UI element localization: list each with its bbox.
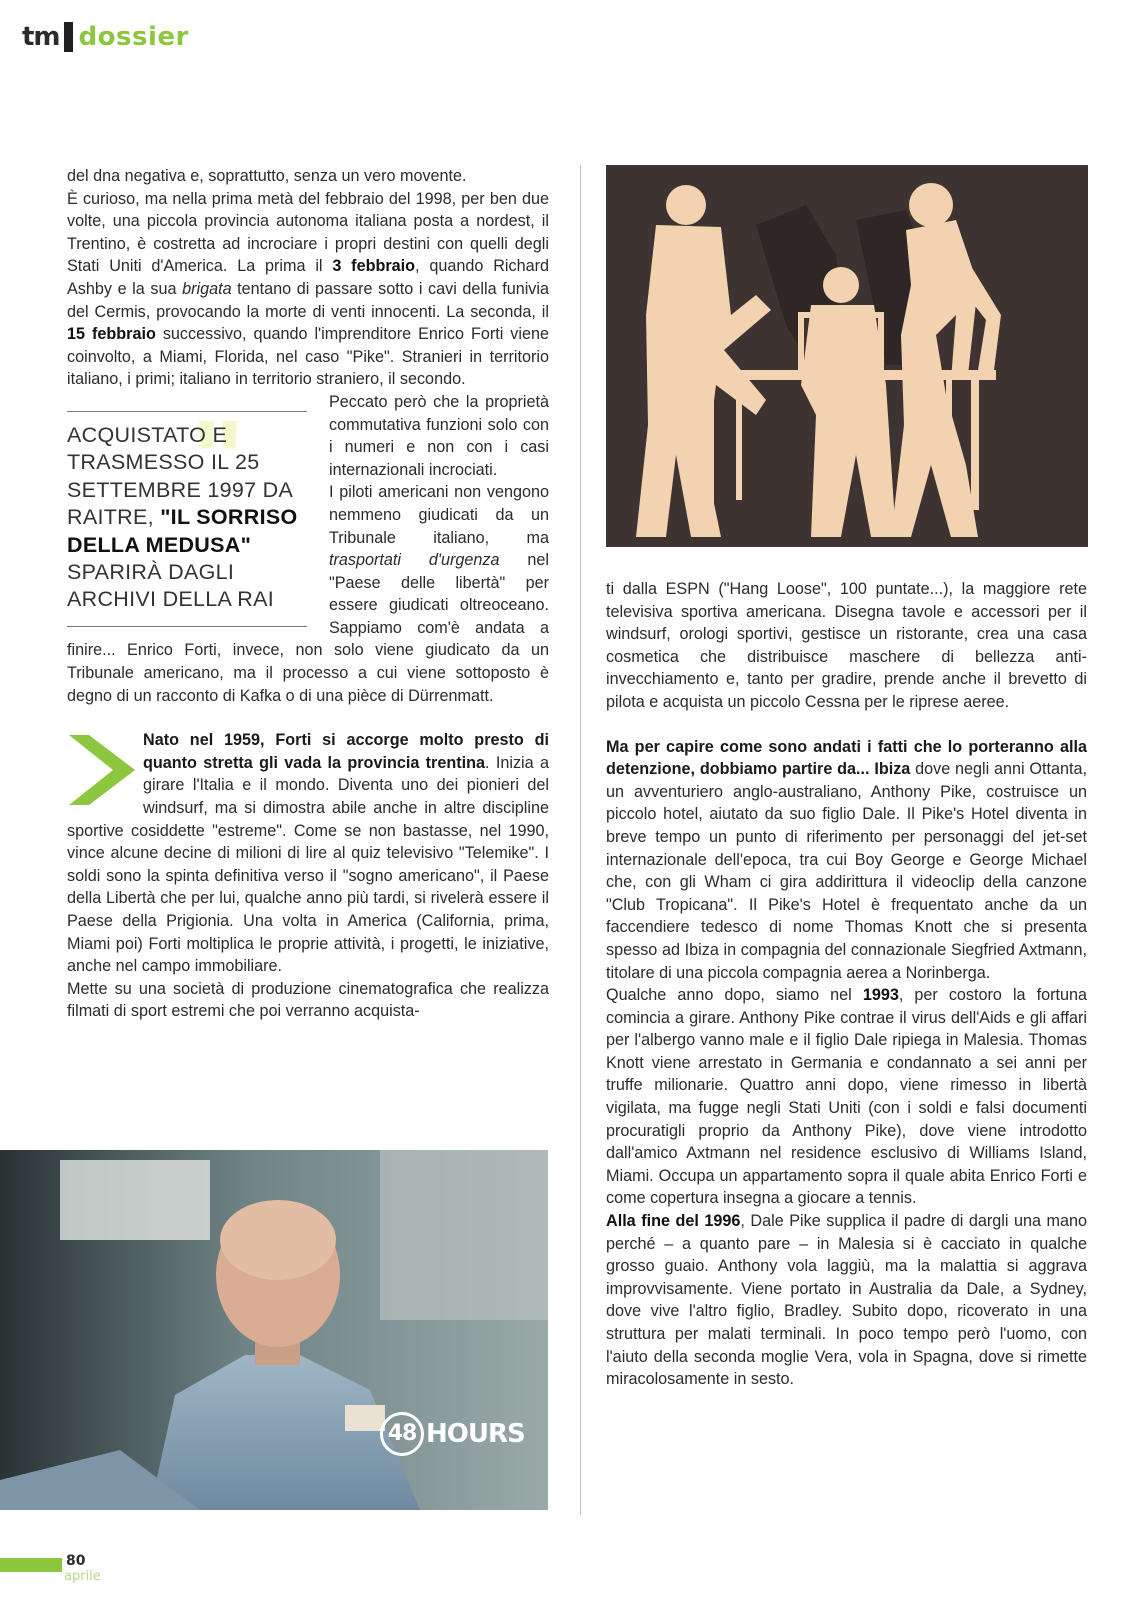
text-span: , per costoro la fortuna comincia a girare. Anthony Pike contrae il virus dell'Aids e gli affari per l'albergo vanno male e il figlio Dale ripiega in Malesia. Thomas Knott viene arrestato in Germania e condannato a sei anni per truffe milionarie. Quattro anni dopo, viene rimesso in libertà vigilata, ma fugge negli Stati Uniti (con i soldi e falsi documenti procuratigli proprio da Anthony Pike), dove viene introdotto dall'amico Axtmann nel residence esclusivo di Williams Island, Miami. Occupa un appartamento sopra il quale abita Enrico Forti e come copertura insegna a giocare a tennis. (606, 986, 1087, 1208)
lead-text: Ma per capire come sono andati i fatti che lo porteranno alla detenzione, dobbiamo partire da... Ibiza (606, 737, 1087, 779)
text-span: Mette su una società di produzione cinematografica che realizza filmati di sport estremi che poi verranno acquista- (67, 979, 549, 1021)
text-span: dove negli anni Ottanta, un avventuriero anglo-australiano, Anthony Pike, costruisce un piccolo hotel, aiutato da suo figlio Dale. Il Pike's Hotel diventa in breve tempo un punto di riferimento per personaggi del jet-set internazionale dell'epoca, tra cui Boy George e George Michael che, con gli Wham ci gira addirittura il videoclip della canzone "Club Tropicana". Il Pike's Hotel è frequentato anche da un faccendiere tedesco di nome Thomas Knott che si presenta spesso ad Ibiza in compagnia del connazionale Siegfried Axtmann, titolare di una piccola compagnia aerea a Norinberga. (606, 760, 1087, 982)
text-span: È curioso, ma nella prima metà del febbraio del 1998, per ben due volte, una piccola provincia autonoma italiana posta a nordest, il Trentino, è costretta ad incrociare i propri destini con quelli degli Stati Uniti d'America. La prima il (67, 189, 549, 276)
text-span: tentano di passare sotto i cavi della funivia del Cermis, provocando la morte di venti innocenti. La seconda, il (67, 279, 549, 321)
footer-accent-bar (0, 1558, 62, 1572)
magazine-logo (22, 22, 189, 52)
text-span: Qualche anno dopo, siamo nel (606, 986, 863, 1005)
quote-ghost-mark: " (192, 397, 245, 521)
page-number: 80 (66, 1553, 86, 1569)
interrogation-illustration (606, 165, 1088, 547)
paragraph (67, 165, 549, 188)
quote-top-rule (67, 411, 307, 412)
text-span: , quando Richard Ashby e la sua (67, 257, 549, 298)
text-span: successivo, quando l'imprenditore Enrico Forti viene coinvolto, a Miami, Florida, nel caso "Pike". Stranieri in territorio italiano, i primi; italiano in territorio straniero, il secondo. (67, 325, 549, 389)
text-span: ACQUISTATO E TRASMESSO IL 25 SETTEMBRE 1997 DA RAITRE, (67, 422, 292, 530)
text-span: del dna negativa e, soprattutto, senza un vero movente. (67, 167, 467, 185)
bold-date: Alla fine del 1996 (606, 1212, 741, 1231)
prisoner-photo (0, 1150, 548, 1510)
pull-quote (67, 397, 307, 627)
text-span: nel "Paese delle libertà" per essere giudicati oltreoceano. Sappiamo com'è andata a finire... Enrico Forti, invece, non solo viene giudicato da un Tribunale americano, ma il processo a cui viene sottoposto è degno di un racconto di Kafka o di una pièce di Dürrenmatt. (67, 551, 549, 705)
text-span: . Inizia a girare l'Italia e il mondo. Diventa uno dei pionieri del windsurf, ma si dimostra abile anche in altre discipline sportive cosiddette "estreme". Come se non bastasse, nel 1990, vince alcune decine di milioni di lire al quiz televisivo "Telemike". I soldi sono la spinta definitiva verso il "sogno americano", il Paese della Libertà che per lui, qualche anno più tardi, si rivelerà essere il Paese della Prigionia. Una volta in America (California, prima, Miami poi) Forti moltiplica le proprie attività, i progetti, le iniziative, anche nel campo immobiliare. (67, 753, 549, 976)
paragraph (67, 188, 549, 391)
watermark-number: 48 (380, 1412, 424, 1456)
text-span: I piloti americani non vengono nemmeno giudicati da un Tribunale italiano, ma (329, 483, 549, 547)
section-title: dossier (78, 22, 189, 52)
italic-text: brigata (182, 279, 232, 298)
chevron-right-icon (67, 733, 137, 807)
bold-year: 1993 (862, 986, 899, 1005)
bold-date: 3 febbraio (332, 257, 416, 276)
paragraph-spacer (606, 714, 1087, 736)
paragraph (606, 1210, 1087, 1391)
italic-text: trasportati d'urgenza (329, 551, 500, 570)
paragraph (606, 736, 1087, 985)
paragraph (67, 978, 549, 1023)
text-span: SPARIRÀ DAGLI ARCHIVI DELLA RAI (67, 559, 275, 612)
quote-bottom-rule (67, 626, 307, 627)
right-column (606, 578, 1087, 1391)
paragraph (67, 729, 549, 978)
logo-divider-bar (64, 22, 73, 52)
text-span: Peccato però che la proprietà commutativa funzioni solo con i numeri e non con i casi internazionali incrociati. (329, 392, 549, 479)
issue-month: aprile (64, 1569, 101, 1584)
quote-title: "IL SORRISO DELLA MEDUSA" (67, 505, 298, 557)
watermark-word: HOURS (426, 1419, 525, 1449)
bold-date: 15 febbraio (67, 325, 156, 344)
paragraph (606, 578, 1087, 714)
text-span: , Dale Pike supplica il padre di dargli una mano perché – a quanto pare – in Malesia si è cacciato in qualche grosso guaio. Anthony vola laggiù, ma la malattia si aggrava improvvisamente. Viene portato in Australia da Dale, a Sydney, dove vive l'altro figlio, Bradley. Subito dopo, ricoverato in una struttura per malati terminali. In poco tempo però l'uomo, con l'aiuto della seconda moglie Vera, vola in Spagna, dove si rimette miracolosamente in sesto. (606, 1212, 1088, 1389)
column-divider (580, 165, 581, 1515)
illustration-svg (606, 165, 1088, 547)
logo-tm-text: tm (22, 22, 60, 52)
48-hours-watermark (380, 1412, 525, 1456)
pull-quote-text (67, 422, 307, 614)
text-span: ti dalla ESPN ("Hang Loose", 100 puntate...), la maggiore rete televisiva sportiva americana. Disegna tavole e accessori per il windsurf, orologi sportivi, gestisce un ristorante, crea una casa cosmetica che distribuisce maschere di bellezza anti-invecchiamento e, tanto per gradire, prende anche il brevetto di pilota e acquista un piccolo Cessna per le riprese aeree. (606, 580, 1087, 711)
photo-svg (0, 1150, 548, 1510)
paragraph-spacer (67, 707, 549, 729)
lead-text: Nato nel 1959, Forti si accorge molto presto di quanto stretta gli vada la provincia trentina (143, 731, 549, 772)
paragraph (606, 984, 1087, 1210)
left-column (67, 165, 549, 1023)
